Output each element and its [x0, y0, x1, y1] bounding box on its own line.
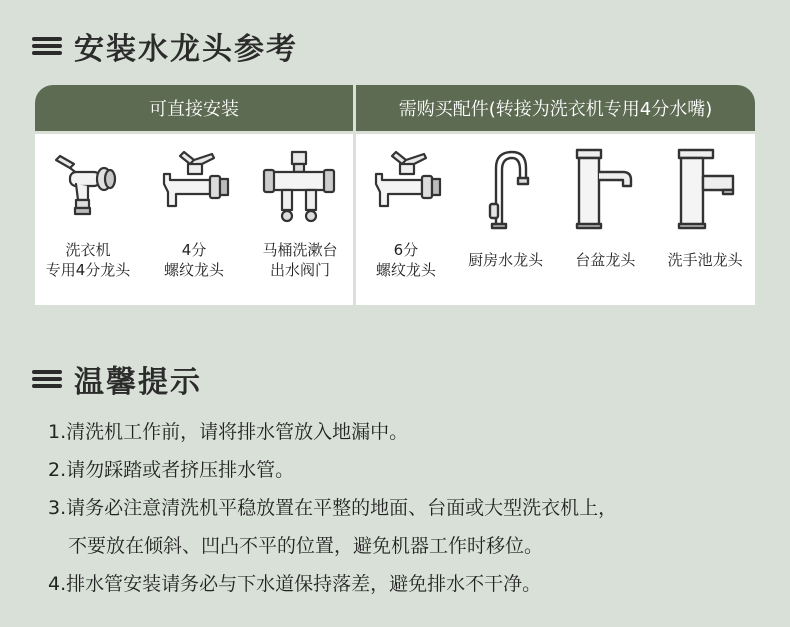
faucet-item: [658, 148, 753, 280]
faucet-item: [458, 148, 553, 280]
direct-install-column: [35, 85, 353, 305]
angle-valve-icon: [260, 148, 340, 230]
direct-install-items: [35, 134, 353, 305]
item-label: 洗手池龙头: [667, 251, 743, 269]
section-title-tips: [32, 357, 202, 401]
item-label: 4分 螺纹龙头: [163, 241, 224, 279]
item-label: 台盆龙头: [575, 251, 636, 269]
item-label: 马桶洗漱台 出水阀门: [262, 241, 338, 279]
tip-item: 4.排水管安装请务必与下水道保持落差，避免排水不干净。: [48, 573, 542, 595]
menu-icon: [32, 368, 62, 390]
sink-faucet-icon: [665, 148, 745, 230]
threaded-faucet-icon: [154, 148, 234, 230]
threaded-faucet-icon: [366, 148, 446, 230]
faucet-item: [41, 148, 136, 280]
tip-item: 2.请勿踩踏或者挤压排水管。: [48, 459, 295, 481]
faucet-item: [147, 148, 242, 280]
faucet-item: [253, 148, 348, 280]
accessory-items: [356, 134, 755, 305]
section-title-faucet: [32, 24, 298, 68]
washing-machine-faucet-icon: [48, 148, 128, 230]
faucet-reference-table: [35, 85, 755, 305]
accessory-column: [356, 85, 755, 305]
item-label: 厨房水龙头: [468, 251, 544, 269]
kitchen-faucet-icon: [466, 148, 546, 230]
tip-item: 3.请务必注意清洗机平稳放置在平整的地面、台面或大型洗衣机上，: [48, 497, 618, 519]
basin-faucet-icon: [565, 148, 645, 230]
tip-item-continued: 不要放在倾斜、凹凸不平的位置，避免机器工作时移位。: [68, 535, 544, 557]
accessory-header: 需购买配件(转接为洗衣机专用4分水嘴): [356, 85, 755, 131]
direct-install-header: 可直接安装: [35, 85, 353, 131]
item-label: 洗衣机 专用4分龙头: [45, 241, 131, 279]
menu-icon: [32, 35, 62, 57]
item-label: 6分 螺纹龙头: [375, 241, 436, 279]
section-heading: 安装水龙头参考: [74, 32, 298, 67]
tip-item: 1.清洗机工作前，请将排水管放入地漏中。: [48, 421, 409, 443]
faucet-item: [558, 148, 653, 280]
section-heading: 温馨提示: [74, 365, 202, 400]
tips-list: [48, 413, 617, 603]
faucet-item: [358, 148, 453, 280]
